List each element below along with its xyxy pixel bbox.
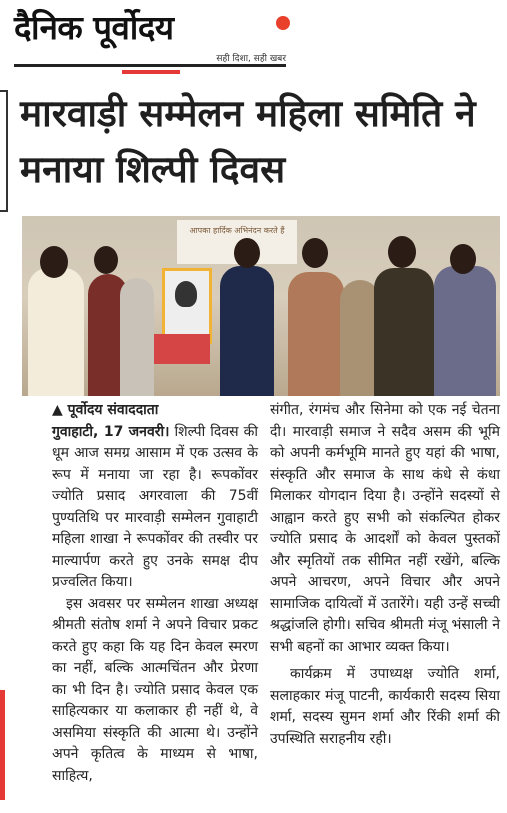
person <box>28 268 84 396</box>
paragraph-text: शिल्पी दिवस की धूम आज समग्र आसाम में एक उत्सव के रूप में मनाया जा रहा है। रूपकोंवर ज्योति प्रसाद अगरवाला की 75वीं पुण्यतिथि पर मारवाड़ी सम्मेलन गुवाहाटी महिला शाखा ने रूपकोंवर की तस्वीर पर माल्यार्पण करते हुए उनके समक्ष दीप प्रज्वलित किया। <box>52 423 258 590</box>
person <box>220 266 274 396</box>
newspaper-tagline: सही दिशा, सही खबर <box>216 54 286 64</box>
paragraph: कार्यक्रम में उपाध्यक्ष ज्योति शर्मा, सलाहकार मंजू पाटनी, कार्यकारी सदस्य सिया शर्मा, सदस्य सुमन शर्मा और रिंकी शर्मा की उपस्थिति सराहनीय रही। <box>270 666 500 747</box>
masthead-accent <box>122 70 180 74</box>
article-column-1 <box>52 400 258 787</box>
person-head <box>234 238 260 268</box>
paragraph: संगीत, रंगमंच और सिनेमा को एक नई चेतना दी। मारवाड़ी समाज ने सदैव असम की भूमि को अपनी कर्मभूमि मानते हुए यहां की भाषा, संस्कृति और समाज के साथ कंधे से कंधा मिलाकर योगदान दिया है। उन्होंने सदस्यों से आह्वान करते हुए सभी को संकल्पित होकर ज्योति प्रसाद के आदर्शों को केवल पुस्तकों और स्मृतियों तक सीमित नहीं रखेंगे, बल्कि अपने आचरण, अपने विचार और अपने सामाजिक दायित्वों में उतारेंगे। यही उन्हें सच्ची श्रद्धांजलि होगी। सचिव श्रीमती मंजू भंसाली ने सभी बहनों का आभार व्यक्त किया। <box>270 402 500 655</box>
photo-banner: आपका हार्दिक अभिनंदन करते हैं <box>177 220 297 264</box>
masthead-rule <box>14 64 286 67</box>
person-head <box>302 238 328 268</box>
person <box>288 272 344 396</box>
person <box>120 278 154 396</box>
person-head <box>94 246 118 274</box>
portrait-frame <box>162 268 212 344</box>
person-head <box>450 244 476 274</box>
person <box>374 268 434 396</box>
byline: ▲ पूर्वोदय संवाददाता <box>52 402 159 418</box>
masthead <box>14 4 286 74</box>
person-head <box>388 236 416 268</box>
logo-sun-icon <box>276 16 290 30</box>
dateline: गुवाहाटी, 17 जनवरी। <box>52 423 170 440</box>
newspaper-title: दैनिक पूर्वोदय <box>14 8 174 47</box>
page-edge-frame <box>0 90 8 212</box>
paragraph: इस अवसर पर सम्मेलन शाखा अध्यक्ष श्रीमती संतोष शर्मा ने अपने विचार प्रकट करते हुए कहा कि यह दिन केवल स्मरण का नहीं, बल्कि आत्मचिंतन और प्रेरणा का भी दिन है। ज्योति प्रसाद केवल एक साहित्यकार या कलाकार ही नहीं थे, वे असमिया संस्कृति की आत्मा थे। उन्होंने अपने कृतित्व के माध्यम से भाषा, साहित्य, <box>52 595 258 784</box>
article-headline: मारवाड़ी सम्मेलन महिला समिति ने मनाया शिल्पी दिवस <box>20 92 476 191</box>
person-head <box>40 246 68 278</box>
article-column-2 <box>270 400 500 750</box>
paragraph <box>52 422 258 594</box>
article-photo <box>22 216 500 396</box>
person <box>434 266 496 396</box>
page-edge-accent <box>0 690 5 800</box>
